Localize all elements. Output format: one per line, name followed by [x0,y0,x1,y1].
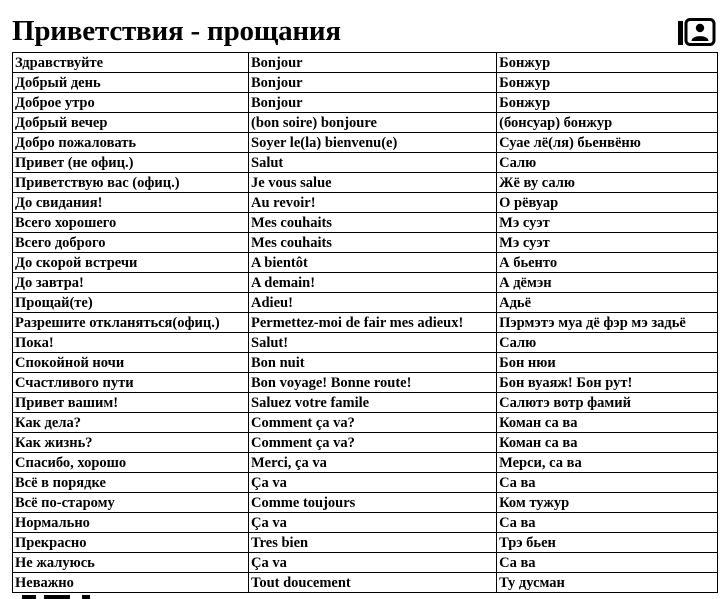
russian-phrase-cell: До свидания! [13,193,249,213]
russian-phrase-cell: Добрый день [13,73,249,93]
transcription-cell: Коман са ва [497,413,718,433]
russian-phrase-cell: Пока! [13,333,249,353]
russian-phrase-cell: Разрешите откланяться(офиц.) [13,313,249,333]
table-row [13,353,718,373]
transcription-cell: Бонжур [497,53,718,73]
table-row [13,233,718,253]
russian-phrase-cell: Спокойной ночи [13,353,249,373]
russian-phrase-cell: До скорой встречи [13,253,249,273]
russian-phrase-cell: Прощай(те) [13,293,249,313]
transcription-cell: Салю [497,333,718,353]
table-row [13,553,718,573]
table-row [13,253,718,273]
french-phrase-cell: Bonjour [249,73,497,93]
russian-phrase-cell: Добрый вечер [13,113,249,133]
russian-phrase-cell: Нормально [13,513,249,533]
transcription-cell: Салютэ вотр фамий [497,393,718,413]
transcription-cell: Бонжур [497,93,718,113]
table-row [13,393,718,413]
french-phrase-cell: Comme toujours [249,493,497,513]
transcription-cell: Коман са ва [497,433,718,453]
french-phrase-cell: Bonjour [249,53,497,73]
table-row [13,133,718,153]
table-row [13,53,718,73]
table-row [13,113,718,133]
table-row [13,433,718,453]
transcription-cell: Бонжур [497,73,718,93]
russian-phrase-cell: Как жизнь? [13,433,249,453]
id-card-icon [678,18,716,46]
french-phrase-cell: (bon soire) bonjoure [249,113,497,133]
table-row [13,273,718,293]
french-phrase-cell: Ça va [249,513,497,533]
table-row [13,193,718,213]
transcription-cell: А бьенто [497,253,718,273]
french-phrase-cell: Tres bien [249,533,497,553]
transcription-cell: (бонсуар) бонжур [497,113,718,133]
russian-phrase-cell: Привет (не офиц.) [13,153,249,173]
transcription-cell: Мэ суэт [497,233,718,253]
french-phrase-cell: Au revoir! [249,193,497,213]
transcription-cell: Са ва [497,513,718,533]
french-phrase-cell: Je vous salue [249,173,497,193]
russian-phrase-cell: Как дела? [13,413,249,433]
transcription-cell: Пэрмэтэ муа дё фэр мэ задьё [497,313,718,333]
french-phrase-cell: Ça va [249,553,497,573]
russian-phrase-cell: Спасибо, хорошо [13,453,249,473]
table-row [13,513,718,533]
table-row [13,93,718,113]
table-row [13,533,718,553]
phrase-table-body [13,53,718,593]
table-row [13,293,718,313]
russian-phrase-cell: Всего хорошего [13,213,249,233]
transcription-cell: Салю [497,153,718,173]
french-phrase-cell: Comment ça va? [249,413,497,433]
french-phrase-cell: Tout doucement [249,573,497,593]
transcription-cell: Бон вуаяж! Бон рут! [497,373,718,393]
cut-off-text-fragment [22,595,132,599]
russian-phrase-cell: Счастливого пути [13,373,249,393]
french-phrase-cell: Mes couhaits [249,213,497,233]
french-phrase-cell: Adieu! [249,293,497,313]
russian-phrase-cell: Прекрасно [13,533,249,553]
russian-phrase-cell: Неважно [13,573,249,593]
table-row [13,373,718,393]
french-phrase-cell: A demain! [249,273,497,293]
french-phrase-cell: Permettez-moi de fair mes adieux! [249,313,497,333]
table-row [13,313,718,333]
phrase-table [12,52,718,593]
french-phrase-cell: Comment ça va? [249,433,497,453]
table-row [13,153,718,173]
french-phrase-cell: Soyer le(la) bienvenu(e) [249,133,497,153]
transcription-cell: Жё ву салю [497,173,718,193]
french-phrase-cell: Ça va [249,473,497,493]
transcription-cell: Бон нюи [497,353,718,373]
table-row [13,73,718,93]
russian-phrase-cell: Всего доброго [13,233,249,253]
table-row [13,413,718,433]
transcription-cell: Суае лё(ля) бьенвёню [497,133,718,153]
transcription-cell: Адьё [497,293,718,313]
table-row [13,333,718,353]
transcription-cell: Са ва [497,553,718,573]
russian-phrase-cell: Приветствую вас (офиц.) [13,173,249,193]
french-phrase-cell: Salut! [249,333,497,353]
transcription-cell: Ту дусман [497,573,718,593]
russian-phrase-cell: Всё по-старому [13,493,249,513]
transcription-cell: Са ва [497,473,718,493]
french-phrase-cell: Mes couhaits [249,233,497,253]
french-phrase-cell: Merci, ça va [249,453,497,473]
russian-phrase-cell: Добро пожаловать [13,133,249,153]
russian-phrase-cell: Не жалуюсь [13,553,249,573]
russian-phrase-cell: До завтра! [13,273,249,293]
table-row [13,493,718,513]
french-phrase-cell: Saluez votre famile [249,393,497,413]
transcription-cell: Ком тужур [497,493,718,513]
table-row [13,473,718,493]
table-row [13,173,718,193]
table-row [13,573,718,593]
french-phrase-cell: A bientôt [249,253,497,273]
french-phrase-cell: Bon nuit [249,353,497,373]
russian-phrase-cell: Доброе утро [13,93,249,113]
table-row [13,213,718,233]
russian-phrase-cell: Здравствуйте [13,53,249,73]
transcription-cell: А дёмэн [497,273,718,293]
russian-phrase-cell: Всё в порядке [13,473,249,493]
page-title: Приветствия - прощания [12,15,341,47]
french-phrase-cell: Salut [249,153,497,173]
transcription-cell: Мерси, са ва [497,453,718,473]
russian-phrase-cell: Привет вашим! [13,393,249,413]
transcription-cell: Мэ суэт [497,213,718,233]
french-phrase-cell: Bon voyage! Bonne route! [249,373,497,393]
french-phrase-cell: Bonjour [249,93,497,113]
table-row [13,453,718,473]
transcription-cell: О рёвуар [497,193,718,213]
transcription-cell: Трэ бьен [497,533,718,553]
